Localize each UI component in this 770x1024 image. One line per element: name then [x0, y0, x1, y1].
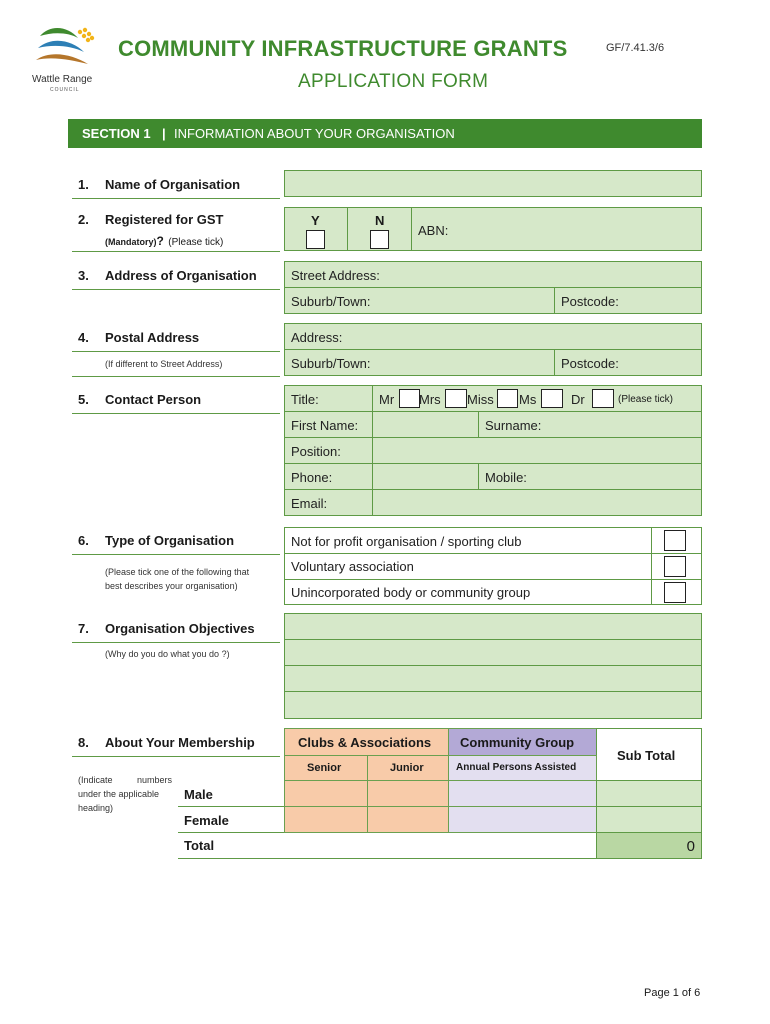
female-senior-field[interactable] [284, 806, 368, 833]
position-label-cell [284, 437, 373, 464]
male-senior-field[interactable] [284, 780, 368, 807]
position-field[interactable] [372, 437, 702, 464]
abn-field[interactable] [411, 207, 702, 251]
org-type-option-1-checkbox[interactable] [664, 530, 686, 551]
q2-label: Registered for GST [105, 212, 224, 227]
q1-underline [72, 198, 280, 199]
postcode-label: Postcode: [561, 294, 619, 309]
q2-mandatory: (Mandatory) [105, 237, 157, 247]
q6-note [105, 565, 249, 593]
annual-persons-label: Annual Persons Assisted [456, 762, 577, 773]
annual-persons-header [448, 755, 597, 781]
first-name-label: First Name: [291, 418, 359, 433]
q6-note-line1: (Please tick one of the following that [105, 567, 250, 577]
title-tick-note: (Please tick) [618, 394, 674, 405]
objectives-line-4[interactable] [284, 691, 702, 719]
subtotal-header [596, 728, 702, 781]
wattle-range-logo-icon [28, 22, 108, 72]
org-type-option-3-checkbox[interactable] [664, 582, 686, 603]
community-group-label: Community Group [460, 735, 575, 750]
q8-number: 8. [78, 735, 89, 750]
female-community-field[interactable] [448, 806, 597, 833]
title-miss-checkbox[interactable] [497, 389, 518, 408]
subtotal-label: Sub Total [617, 748, 676, 763]
male-subtotal-field[interactable] [596, 780, 702, 807]
gst-yes-checkbox[interactable] [306, 230, 325, 249]
suburb-label: Suburb/Town: [291, 294, 371, 309]
q4-underline-2 [72, 376, 280, 377]
male-junior-field[interactable] [367, 780, 449, 807]
q7-number: 7. [78, 621, 89, 636]
first-name-field[interactable] [372, 411, 479, 438]
section-separator: | [162, 126, 166, 141]
title-ms-checkbox[interactable] [541, 389, 563, 408]
street-address-label: Street Address: [291, 268, 380, 283]
q7-label: Organisation Objectives [105, 621, 255, 636]
org-type-option-1 [284, 527, 652, 554]
q4-underline [72, 351, 280, 352]
q8-note-line1: (Indicate numbers [78, 775, 173, 785]
phone-field[interactable] [372, 463, 479, 490]
email-label-cell [284, 489, 373, 516]
q6-number: 6. [78, 533, 89, 548]
q5-underline [72, 413, 280, 414]
title-ms-label: Ms [519, 392, 537, 407]
q3-underline [72, 289, 280, 290]
q6-note-line2: best describes your organisation) [105, 581, 238, 591]
female-underline [178, 832, 284, 833]
q8-note [78, 773, 172, 815]
org-type-option-2 [284, 553, 652, 580]
clubs-associations-header [284, 728, 449, 756]
title-mr-label: Mr [379, 392, 395, 407]
form-title: COMMUNITY INFRASTRUCTURE GRANTS [118, 36, 568, 61]
q6-label: Type of Organisation [105, 533, 235, 548]
postal-suburb-field[interactable] [284, 349, 555, 376]
q8-note-line3: heading) [78, 803, 114, 813]
gst-no-cell [347, 207, 412, 251]
q2-underline [72, 251, 280, 252]
title-options-cell [372, 385, 702, 412]
org-type-option-3-label: Unincorporated body or community group [291, 585, 531, 600]
logo-sub: COUNCIL [50, 87, 80, 93]
total-value-cell [596, 832, 702, 859]
logo-name: Wattle Range [32, 74, 93, 85]
female-subtotal-field[interactable] [596, 806, 702, 833]
form-code: GF/7.41.3/6 [606, 42, 665, 54]
suburb-field[interactable] [284, 287, 555, 314]
gst-no-checkbox[interactable] [370, 230, 389, 249]
title-label-cell [284, 385, 373, 412]
female-label: Female [184, 813, 229, 828]
gst-no-label: N [375, 213, 385, 228]
surname-field[interactable] [478, 411, 702, 438]
postal-suburb-label: Suburb/Town: [291, 356, 371, 371]
q2-tick-note: (Please tick) [168, 237, 224, 248]
q2-note [105, 232, 223, 250]
total-label: Total [184, 838, 215, 853]
male-community-field[interactable] [448, 780, 597, 807]
q1-label: Name of Organisation [105, 177, 241, 192]
abn-label: ABN: [418, 223, 449, 238]
phone-label: Phone: [291, 470, 333, 485]
q7-note: (Why do you do what you do ?) [105, 649, 230, 659]
q4-label: Postal Address [105, 330, 200, 345]
position-label: Position: [291, 444, 341, 459]
postal-postcode-field[interactable] [554, 349, 702, 376]
q8-note-line2: under the applicable [78, 789, 160, 799]
junior-label: Junior [390, 762, 424, 774]
q5-number: 5. [78, 392, 89, 407]
q4-note: (If different to Street Address) [105, 359, 223, 369]
org-type-option-2-label: Voluntary association [291, 559, 414, 574]
q4-number: 4. [78, 330, 89, 345]
form-subtitle: APPLICATION FORM [298, 71, 489, 92]
title-dr-checkbox[interactable] [592, 389, 614, 408]
objectives-line-1[interactable] [284, 613, 702, 640]
surname-label: Surname: [485, 418, 542, 433]
q8-underline [72, 756, 280, 757]
org-type-option-1-label: Not for profit organisation / sporting club [291, 534, 522, 549]
org-type-option-2-checkbox[interactable] [664, 556, 686, 577]
postal-address-field[interactable] [284, 323, 702, 350]
org-type-option-2-cell [651, 553, 702, 580]
page-number: Page 1 of 6 [644, 987, 701, 999]
email-field[interactable] [372, 489, 702, 516]
title-mr-checkbox[interactable] [399, 389, 420, 408]
title-miss-label: Miss [467, 392, 494, 407]
org-type-option-3 [284, 579, 652, 605]
q1-number: 1. [78, 177, 89, 192]
first-name-label-cell [284, 411, 373, 438]
q8-label: About Your Membership [105, 735, 255, 750]
section-1-bar [68, 119, 702, 148]
postal-address-label: Address: [291, 330, 343, 345]
male-underline [178, 806, 284, 807]
senior-header [284, 755, 368, 781]
junior-header [367, 755, 449, 781]
mobile-label: Mobile: [485, 470, 527, 485]
q2-question-mark: ? [156, 234, 164, 248]
gst-yes-label: Y [311, 213, 320, 228]
objectives-line-2[interactable] [284, 639, 702, 666]
gst-yes-cell [284, 207, 348, 251]
org-type-option-1-cell [651, 527, 702, 554]
mobile-field[interactable] [478, 463, 702, 490]
clubs-associations-label: Clubs & Associations [298, 735, 432, 750]
email-label: Email: [291, 496, 328, 511]
total-value: 0 [686, 838, 695, 855]
q3-label: Address of Organisation [105, 268, 257, 283]
senior-label: Senior [307, 762, 342, 774]
phone-label-cell [284, 463, 373, 490]
community-group-header [448, 728, 597, 756]
section-label: SECTION 1 [82, 126, 151, 141]
title-mrs-checkbox[interactable] [445, 389, 467, 408]
postal-postcode-label: Postcode: [561, 356, 619, 371]
q3-number: 3. [78, 268, 89, 283]
section-heading: INFORMATION ABOUT YOUR ORGANISATION [174, 126, 455, 141]
female-junior-field[interactable] [367, 806, 449, 833]
postcode-field[interactable] [554, 287, 702, 314]
q7-underline [72, 642, 280, 643]
organisation-name-field[interactable] [284, 170, 702, 197]
title-mrs-label: Mrs [419, 392, 441, 407]
title-dr-label: Dr [571, 392, 585, 407]
q2-number: 2. [78, 212, 89, 227]
q6-underline [72, 554, 280, 555]
council-logo [28, 22, 108, 94]
objectives-line-3[interactable] [284, 665, 702, 692]
male-label: Male [184, 787, 213, 802]
org-type-option-3-cell [651, 579, 702, 605]
street-address-field[interactable] [284, 261, 702, 288]
q5-label: Contact Person [105, 392, 202, 407]
title-label: Title: [291, 392, 319, 407]
